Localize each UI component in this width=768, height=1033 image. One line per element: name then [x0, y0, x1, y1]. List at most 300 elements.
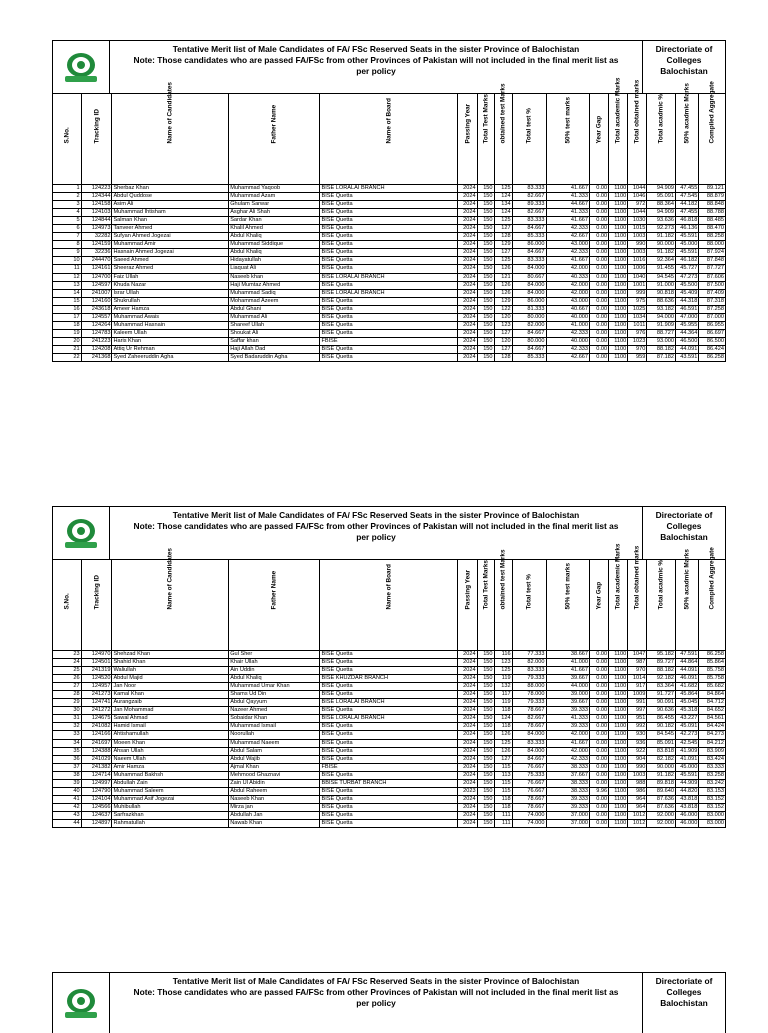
table-cell: 88.470: [699, 225, 726, 233]
table-cell: 84.667: [512, 225, 546, 233]
table-cell: 1100: [609, 675, 628, 683]
table-cell: 38.333: [546, 763, 590, 771]
table-row: [53, 305, 726, 313]
table-cell: 124166: [81, 731, 112, 739]
table-cell: 91.455: [647, 265, 676, 273]
table-cell: 87.727: [699, 265, 726, 273]
table-cell: 42.000: [546, 289, 590, 297]
table-cell: BISE LORALAI BRANCH: [320, 273, 458, 281]
table-cell: 2024: [458, 779, 477, 787]
table-cell: Kamal Khan: [112, 691, 229, 699]
table-cell: 87.409: [699, 289, 726, 297]
table-cell: 95.182: [647, 651, 676, 659]
table-cell: BISE Quetta: [320, 811, 458, 819]
table-cell: 47.455: [675, 209, 698, 217]
column-header: [477, 560, 494, 651]
table-row: [53, 249, 726, 257]
table-cell: 42.000: [546, 731, 590, 739]
table-cell: 92.000: [647, 819, 676, 827]
table-cell: Sherbaz Khan: [112, 185, 229, 193]
table-cell: 988: [628, 779, 647, 787]
table-row: [53, 723, 726, 731]
table-cell: Attiq Ur Rehman: [112, 345, 229, 353]
table-cell: 77.333: [512, 651, 546, 659]
table-cell: 124: [494, 209, 512, 217]
table-cell: BISE Quetta: [320, 707, 458, 715]
table-cell: 2024: [458, 763, 477, 771]
table-cell: 2024: [458, 201, 477, 209]
table-cell: 1046: [628, 193, 647, 201]
table-cell: 0.00: [590, 289, 609, 297]
table-cell: 128: [494, 353, 512, 361]
table-cell: Haji Allah Dad: [229, 345, 320, 353]
table-cell: 40.667: [546, 305, 590, 313]
table-cell: 1100: [609, 715, 628, 723]
table-cell: 87.318: [699, 297, 726, 305]
table-cell: 85.091: [647, 739, 676, 747]
table-cell: 1100: [609, 209, 628, 217]
column-header-label: Father Name: [270, 104, 278, 143]
table-cell: 126: [494, 747, 512, 755]
table-cell: 150: [477, 185, 494, 193]
table-cell: 0.00: [590, 755, 609, 763]
table-cell: BISE Quetta: [320, 321, 458, 329]
table-cell: 45.591: [675, 771, 698, 779]
table-row: [53, 699, 726, 707]
table-cell: 85.333: [512, 353, 546, 361]
table-cell: 43.591: [675, 353, 698, 361]
table-cell: 84.667: [512, 249, 546, 257]
table-cell: 90.000: [647, 763, 676, 771]
table-cell: 115: [494, 787, 512, 795]
table-cell: 120: [494, 337, 512, 345]
table-cell: BISE LORALAI BRANCH: [320, 185, 458, 193]
table-cell: 124161: [81, 265, 112, 273]
table-cell: 124: [494, 715, 512, 723]
column-header: [675, 82, 698, 185]
table-cell: 45.591: [675, 233, 698, 241]
table-cell: 150: [477, 811, 494, 819]
column-header-label: 50% test marks: [564, 562, 572, 609]
table-cell: 150: [477, 667, 494, 675]
table-row: [53, 795, 726, 803]
table-cell: 83.152: [699, 795, 726, 803]
directorate-line-1: Directoriate of: [655, 976, 713, 986]
table-cell: 41.667: [546, 217, 590, 225]
column-header: [647, 94, 676, 185]
table-cell: 124741: [81, 699, 112, 707]
table-cell: 81.333: [512, 305, 546, 313]
table-cell: 126: [494, 265, 512, 273]
table-row: [53, 313, 726, 321]
column-header: [477, 94, 494, 185]
table-cell: 31: [53, 715, 82, 723]
table-cell: Kaleem Ullah: [112, 329, 229, 337]
table-cell: 2024: [458, 707, 477, 715]
table-cell: Muhammad Asif Jogezai: [112, 795, 229, 803]
table-cell: 84.561: [699, 715, 726, 723]
table-cell: 85.333: [512, 233, 546, 241]
table-cell: 89.727: [647, 659, 676, 667]
table-row: [53, 201, 726, 209]
column-header-label: Total test %: [525, 107, 533, 143]
table-cell: 42.333: [546, 249, 590, 257]
table-cell: 84.712: [699, 699, 726, 707]
table-row: [53, 353, 726, 361]
table-cell: 93.000: [647, 337, 676, 345]
table-cell: 124790: [81, 787, 112, 795]
table-cell: 2024: [458, 249, 477, 257]
table-cell: Abdul Raheem: [229, 787, 320, 795]
table-cell: 45.864: [675, 691, 698, 699]
table-cell: Abdul Khaliq: [229, 675, 320, 683]
table-cell: 124160: [81, 297, 112, 305]
table-cell: FBISE: [320, 763, 458, 771]
table-cell: 39.333: [546, 803, 590, 811]
table-cell: 2024: [458, 209, 477, 217]
table-row: [53, 209, 726, 217]
table-cell: 42.333: [546, 225, 590, 233]
table-cell: BISE Quetta: [320, 257, 458, 265]
table-cell: 79.333: [512, 699, 546, 707]
title-line-1: Tentative Merit list of Male Candidates of FA/ FSc Reserved Seats in the sister Province of Balochistan: [172, 510, 580, 520]
table-cell: 86.000: [512, 297, 546, 305]
column-header-label: Passing Year: [464, 103, 472, 143]
table-cell: 124159: [81, 241, 112, 249]
table-cell: 986: [628, 787, 647, 795]
column-header-label: 50% acadmic Marks: [683, 82, 691, 143]
table-cell: 83.818: [647, 747, 676, 755]
table-cell: 39.333: [546, 707, 590, 715]
table-cell: Aurangzaib: [112, 699, 229, 707]
table-cell: 17: [53, 313, 82, 321]
title-line-2: Note: Those candidates who are passed FA/FSc from other Provinces of Pakistan will not included in the final merit list as: [133, 987, 619, 997]
column-header-label: Total academic Marks: [614, 543, 622, 609]
table-cell: 0.00: [590, 345, 609, 353]
table-cell: 118: [494, 803, 512, 811]
table-cell: 86.000: [512, 241, 546, 249]
table-cell: 28: [53, 691, 82, 699]
table-row: [53, 257, 726, 265]
table-row: [53, 321, 726, 329]
table-cell: 88.182: [647, 345, 676, 353]
directorate-logo-icon: [61, 49, 101, 85]
table-cell: 39.667: [546, 699, 590, 707]
table-cell: 1009: [628, 691, 647, 699]
table-cell: 76.667: [512, 763, 546, 771]
table-cell: Naseeb Khan: [229, 795, 320, 803]
table-cell: 150: [477, 305, 494, 313]
table-cell: Abdul Wajib: [229, 755, 320, 763]
directorate-line-3: Balochistan: [660, 532, 708, 542]
table-cell: 87.924: [699, 249, 726, 257]
table-cell: 0.00: [590, 313, 609, 321]
table-cell: Saffar khan: [229, 337, 320, 345]
table-cell: 89.818: [647, 779, 676, 787]
table-cell: 85.682: [699, 683, 726, 691]
table-cell: 87.606: [699, 273, 726, 281]
table-cell: 150: [477, 241, 494, 249]
table-cell: Muhammad Amir: [112, 241, 229, 249]
table-cell: 150: [477, 265, 494, 273]
table-cell: 42.000: [546, 281, 590, 289]
table-cell: BISE KHUZDAR BRANCH: [320, 675, 458, 683]
table-cell: Muhammad Naeem: [229, 739, 320, 747]
table-cell: BISE Quetta: [320, 209, 458, 217]
table-cell: 42.333: [546, 755, 590, 763]
table-cell: 0.00: [590, 763, 609, 771]
table-cell: 46.182: [675, 257, 698, 265]
sheet-header: [52, 506, 726, 559]
table-cell: 41.909: [675, 747, 698, 755]
table-cell: 970: [628, 345, 647, 353]
column-header-label: Total acadmic %: [657, 93, 665, 143]
table-cell: 241273: [81, 691, 112, 699]
table-cell: Abdullah Jan: [229, 811, 320, 819]
table-cell: 1006: [628, 265, 647, 273]
table-cell: Sobaidar Khan: [229, 715, 320, 723]
column-header: [458, 94, 477, 185]
table-cell: 118: [494, 795, 512, 803]
table-cell: 92.182: [647, 675, 676, 683]
table-cell: 1100: [609, 755, 628, 763]
table-cell: 91.182: [647, 233, 676, 241]
table-cell: 150: [477, 779, 494, 787]
table-cell: BISE Quetta: [320, 193, 458, 201]
table-cell: 86.697: [699, 329, 726, 337]
table-cell: 241029: [81, 755, 112, 763]
table-cell: 42.000: [546, 265, 590, 273]
table-cell: 1100: [609, 819, 628, 827]
table-cell: 0.00: [590, 329, 609, 337]
table-cell: 2024: [458, 723, 477, 731]
table-cell: 150: [477, 313, 494, 321]
table-cell: Mohammad Azeem: [229, 297, 320, 305]
table-cell: 1100: [609, 241, 628, 249]
table-cell: 43.000: [546, 297, 590, 305]
table-cell: 87.182: [647, 353, 676, 361]
table-cell: 150: [477, 683, 494, 691]
table-cell: 150: [477, 803, 494, 811]
table-cell: 970: [628, 667, 647, 675]
table-cell: 42.667: [546, 353, 590, 361]
table-cell: 2024: [458, 241, 477, 249]
table-cell: 1100: [609, 667, 628, 675]
table-cell: 1100: [609, 779, 628, 787]
table-cell: 46.591: [675, 305, 698, 313]
table-cell: 150: [477, 337, 494, 345]
table-cell: Shehzad Khan: [112, 651, 229, 659]
table-cell: Faiz Ullah: [112, 273, 229, 281]
table-cell: 124714: [81, 771, 112, 779]
table-cell: 88.636: [647, 297, 676, 305]
table-cell: 91.727: [647, 691, 676, 699]
merit-list-sheet-1: [52, 40, 726, 362]
table-cell: 1100: [609, 233, 628, 241]
table-cell: 46.000: [675, 811, 698, 819]
table-cell: 82.667: [512, 193, 546, 201]
table-cell: 150: [477, 281, 494, 289]
column-header-label: Name of Board: [385, 97, 393, 143]
table-cell: 124344: [81, 193, 112, 201]
table-cell: 46.136: [675, 225, 698, 233]
table-cell: 84.424: [699, 723, 726, 731]
table-cell: 124566: [81, 803, 112, 811]
table-cell: Shoukat Ali: [229, 329, 320, 337]
table-cell: 241382: [81, 763, 112, 771]
table-cell: 150: [477, 217, 494, 225]
column-header: [590, 94, 609, 185]
table-cell: 44.864: [675, 659, 698, 667]
table-cell: 38: [53, 771, 82, 779]
table-cell: 83.000: [699, 811, 726, 819]
table-row: [53, 651, 726, 659]
table-cell: 2024: [458, 651, 477, 659]
table-cell: 120: [494, 313, 512, 321]
table-cell: Naeem Ullah: [112, 755, 229, 763]
table-cell: 1100: [609, 273, 628, 281]
table-cell: Abdul Quddose: [112, 193, 229, 201]
table-cell: 150: [477, 201, 494, 209]
table-cell: Syed Badaruddin Agha: [229, 353, 320, 361]
table-cell: 1044: [628, 209, 647, 217]
table-cell: 84.273: [699, 731, 726, 739]
table-cell: 41.667: [546, 739, 590, 747]
table-cell: Naseeb khan: [229, 273, 320, 281]
table-cell: 41.667: [546, 667, 590, 675]
table-cell: 118: [494, 723, 512, 731]
table-cell: Jan Noor: [112, 683, 229, 691]
table-cell: BISE Quetta: [320, 225, 458, 233]
column-header-label: 50% test marks: [564, 96, 572, 143]
table-cell: 39: [53, 779, 82, 787]
title-line-3: per policy: [356, 998, 396, 1008]
table-cell: 91.182: [647, 249, 676, 257]
column-header: [53, 560, 82, 651]
table-cell: 2024: [458, 305, 477, 313]
table-cell: 975: [628, 297, 647, 305]
table-cell: 44.000: [546, 683, 590, 691]
table-cell: 972: [628, 201, 647, 209]
table-cell: 2024: [458, 747, 477, 755]
table-cell: 0.00: [590, 699, 609, 707]
table-cell: 82.000: [512, 321, 546, 329]
sheet-title: [110, 507, 643, 559]
table-cell: BISE Quetta: [320, 241, 458, 249]
table-cell: 23: [53, 651, 82, 659]
column-header: [628, 545, 647, 651]
table-cell: 1100: [609, 225, 628, 233]
table-cell: 1100: [609, 683, 628, 691]
table-cell: BISE Quetta: [320, 659, 458, 667]
table-cell: 2024: [458, 273, 477, 281]
table-cell: 84.667: [512, 345, 546, 353]
table-cell: 2024: [458, 715, 477, 723]
table-cell: 37.000: [546, 819, 590, 827]
column-header-label: Name of Board: [385, 563, 393, 609]
table-cell: 92.364: [647, 257, 676, 265]
table-cell: 47.455: [675, 185, 698, 193]
table-cell: 41.000: [546, 659, 590, 667]
table-cell: 88.788: [699, 209, 726, 217]
table-cell: 47.273: [675, 273, 698, 281]
sheet-title: [110, 41, 643, 93]
table-cell: 992: [628, 723, 647, 731]
column-header-label: Year Gap: [595, 115, 603, 143]
table-cell: Muhammad Ali: [229, 313, 320, 321]
table-cell: 43.000: [546, 241, 590, 249]
table-cell: 2024: [458, 329, 477, 337]
table-cell: 1003: [628, 771, 647, 779]
table-cell: 0.00: [590, 353, 609, 361]
table-cell: 0.00: [590, 337, 609, 345]
table-cell: 6: [53, 225, 82, 233]
table-cell: 74.000: [512, 811, 546, 819]
table-cell: Shams Ud Din: [229, 691, 320, 699]
table-cell: 79.333: [512, 675, 546, 683]
table-row: [53, 779, 726, 787]
table-cell: Ameer Hamza: [112, 305, 229, 313]
table-cell: 37.667: [546, 771, 590, 779]
table-cell: Hidayatullah: [229, 257, 320, 265]
table-cell: 83.333: [512, 217, 546, 225]
table-cell: 42.545: [675, 739, 698, 747]
table-cell: 43: [53, 811, 82, 819]
column-header: [494, 82, 512, 185]
table-cell: 46.091: [675, 675, 698, 683]
table-cell: 91.182: [647, 771, 676, 779]
table-cell: 964: [628, 795, 647, 803]
table-cell: 90.636: [647, 707, 676, 715]
table-row: [53, 739, 726, 747]
table-cell: 42.333: [546, 345, 590, 353]
table-cell: FBISE: [320, 337, 458, 345]
table-cell: Saeed Ahmed: [112, 257, 229, 265]
table-cell: 2024: [458, 683, 477, 691]
table-row: [53, 731, 726, 739]
table-cell: 2024: [458, 225, 477, 233]
column-header: [229, 560, 320, 651]
table-cell: 84.000: [512, 731, 546, 739]
table-cell: 1100: [609, 747, 628, 755]
column-header-label: Total Test Marks: [482, 559, 490, 609]
table-cell: 45.727: [675, 265, 698, 273]
table-cell: 150: [477, 739, 494, 747]
table-cell: BISE Quetta: [320, 217, 458, 225]
table-cell: Israr Ullah: [112, 289, 229, 297]
table-cell: 0.00: [590, 731, 609, 739]
table-cell: 90.000: [647, 241, 676, 249]
column-header-label: Total Test Marks: [482, 93, 490, 143]
directorate-logo-icon: [61, 985, 101, 1021]
table-cell: BISE Quetta: [320, 281, 458, 289]
table-row: [53, 233, 726, 241]
directorate-label: [643, 973, 725, 1033]
sheet-header: [52, 40, 726, 93]
table-cell: 2024: [458, 771, 477, 779]
table-cell: 132: [494, 683, 512, 691]
table-row: [53, 659, 726, 667]
table-cell: 0.00: [590, 707, 609, 715]
table-cell: Muhibullah: [112, 803, 229, 811]
column-header-label: Tracking ID: [93, 574, 101, 609]
table-cell: 990: [628, 763, 647, 771]
table-cell: 15: [53, 297, 82, 305]
table-cell: 92.000: [647, 811, 676, 819]
column-header-label: Year Gap: [595, 581, 603, 609]
table-cell: 150: [477, 659, 494, 667]
table-cell: 1100: [609, 707, 628, 715]
